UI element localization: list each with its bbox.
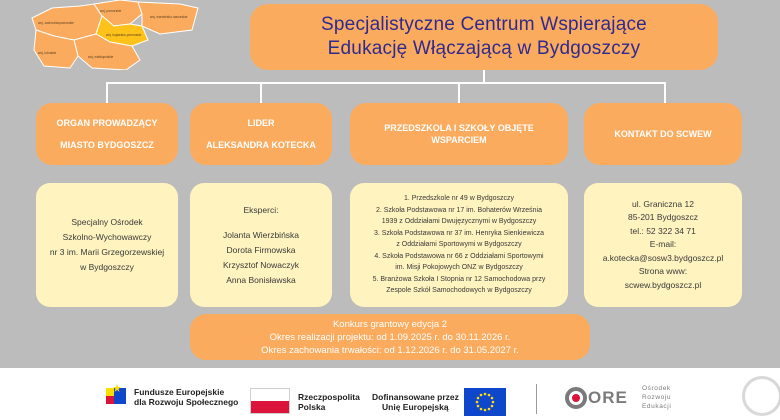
header-card-title: PRZEDSZKOLA I SZKOŁY OBJĘTE	[384, 123, 534, 133]
header-card-leader	[190, 103, 332, 165]
fe-text-1: Fundusze Europejskie	[134, 387, 225, 397]
map-label: woj. zachodniopomorskie	[38, 21, 74, 25]
expert-name: Jolanta Wierzbińska	[222, 229, 300, 240]
address-street: ul. Graniczna 12	[632, 199, 694, 210]
content-card-organ	[36, 183, 178, 307]
expert-name: Anna Bonisławska	[226, 274, 296, 285]
website-label: Strona www:	[638, 266, 688, 277]
school-line: 1. Przedszkole nr 49 w Bydgoszczy	[403, 195, 515, 203]
email-link[interactable]: a.kotecka@sosw3.bydgoszcz.pl	[602, 252, 724, 263]
expert-name: Krzysztof Nowaczyk	[222, 259, 300, 270]
address-city: 85-201 Bydgoszcz	[628, 212, 698, 223]
region-map	[30, 0, 200, 70]
ore-letters: ORE	[588, 388, 628, 407]
ore-text-2: Rozwoju	[642, 394, 672, 401]
title-box	[250, 4, 718, 70]
connector-drop-3	[458, 82, 460, 103]
rp-text-2: Polska	[298, 402, 326, 412]
school-line: 4. Szkoła Podstawowa nr 66 z Oddziałami Sportowymi	[374, 252, 544, 260]
connector-horizontal	[106, 82, 666, 84]
footer-divider	[536, 384, 537, 414]
email-label: E-mail:	[649, 239, 677, 250]
expert-name: Dorota Firmowska	[226, 244, 296, 255]
website-link[interactable]: scwew.bydgoszcz.pl	[624, 279, 702, 290]
fe-logo-icon	[104, 380, 130, 410]
connector-drop-1	[106, 82, 108, 103]
header-card-contact	[584, 103, 742, 165]
phone: tel.: 52 322 34 71	[630, 225, 696, 236]
grant-title: Konkurs grantowy edycja 2	[332, 318, 448, 330]
title-line-2: Edukację Włączającą w Bydgoszczy	[327, 38, 641, 59]
header-card-schools	[350, 103, 568, 165]
content-card-contact	[584, 183, 742, 307]
content-line: Specjalny Ośrodek	[71, 217, 143, 227]
eu-flag-icon	[464, 388, 506, 416]
poland-flag-icon	[250, 388, 290, 414]
header-card-subtitle: ALEKSANDRA KOTECKA	[206, 140, 316, 150]
ore-logo-icon	[564, 386, 588, 410]
content-card-schools	[350, 183, 568, 307]
school-line: z Oddziałami Sportowymi w Bydgoszczy	[396, 241, 522, 249]
content-line: nr 3 im. Marii Grzegorzewskiej	[49, 247, 165, 257]
map-label: woj. wielkopolskie	[88, 55, 114, 59]
connector-drop-4	[664, 82, 666, 103]
header-card-subtitle: WSPARCIEM	[431, 135, 487, 145]
ore-text-1: Ośrodek	[642, 385, 671, 392]
header-card-title: ORGAN PROWADZĄCY	[56, 118, 158, 128]
rp-text-1: Rzeczpospolita	[298, 392, 360, 402]
connector-drop-2	[260, 82, 262, 103]
title-line-1: Specjalistyczne Centrum Wspierające	[321, 14, 647, 35]
school-line: 3. Szkoła Podstawowa nr 37 im. Henryka Sienkiewicza	[373, 229, 545, 237]
watermark-circle	[742, 376, 780, 416]
header-card-organ	[36, 103, 178, 165]
grant-period: Okres realizacji projektu: od 1.09.2025 r. do 30.11.2026 r.	[269, 331, 511, 343]
school-line: im. Misji Pokojowych ONZ w Bydgoszczy	[395, 264, 523, 272]
school-line: 2. Szkoła Podstawowa nr 17 im. Bohaterów Września	[375, 206, 542, 214]
content-line: w Bydgoszczy	[80, 262, 134, 272]
footer-logos	[0, 368, 780, 420]
map-label: woj. lubuskie	[38, 51, 57, 55]
fe-text-2: dla Rozwoju Społecznego	[134, 397, 239, 407]
header-card-title: LIDER	[247, 118, 275, 128]
eu-text-1: Dofinansowane przez	[372, 392, 459, 402]
grant-durability: Okres zachowania trwałości: od 1.12.2026 r. do 31.05.2027 r.	[261, 344, 519, 356]
content-card-experts	[190, 183, 332, 307]
content-line: Szkolno-Wychowawczy	[62, 232, 152, 242]
map-label: woj. pomorskie	[100, 9, 122, 13]
school-line: 5. Branżowa Szkoła I Stopnia nr 12 Samochodowa przy	[372, 275, 546, 283]
header-card-subtitle: MIASTO BYDGOSZCZ	[60, 140, 154, 150]
eu-text-2: Unię Europejską	[382, 402, 449, 412]
header-card-title: KONTAKT DO SCWEW	[614, 129, 712, 139]
ore-text-3: Edukacji	[642, 403, 672, 410]
map-label: woj. warmińsko-mazurskie	[150, 15, 188, 19]
experts-label: Eksperci:	[243, 204, 279, 215]
school-line: Zespole Szkół Samochodowych w Bydgoszczy	[386, 287, 532, 295]
map-label: woj. kujawsko-pomorskie	[106, 33, 142, 37]
school-line: 1939 z Oddziałami Dwujęzycznymi w Bydgoszczy	[381, 218, 537, 226]
grant-info-box	[190, 314, 590, 360]
